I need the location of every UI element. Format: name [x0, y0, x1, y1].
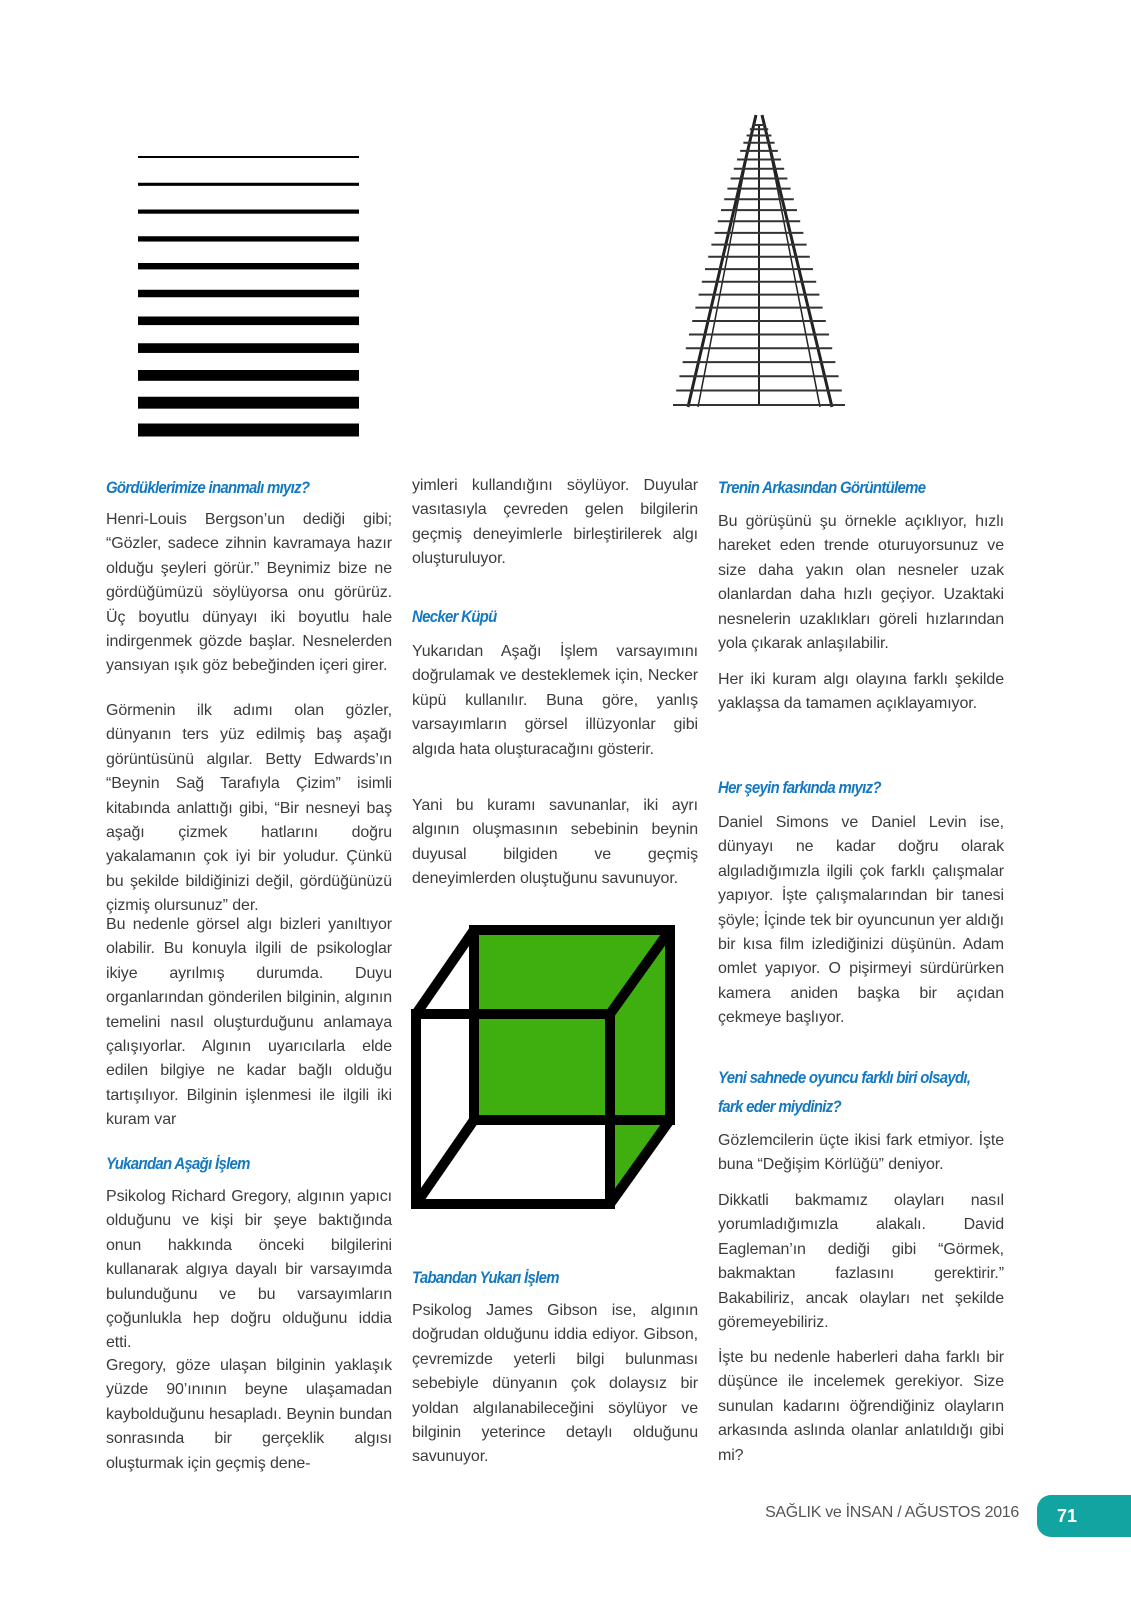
section-heading: fark eder miydiniz? — [718, 1097, 841, 1116]
page-number-badge: 71 — [1037, 1495, 1131, 1537]
paragraph: Henri-Louis Bergson’un dediği gibi; “Gözler, sadece zihnin kavramaya hazır olduğu şeyleri görür.” Beynimiz bize ne gördüğümüzü söylüyorsa onu görürüz. Üç boyutlu dünyayı iki boyutlu hale indirgenmek gözde başlar. Nesnelerden yansıyan ışık göz bebeğinden içeri girer. — [106, 511, 392, 675]
line-thickness-illusion-image — [130, 145, 370, 445]
paragraph: Bu nedenle görsel algı bizleri yanıltıyor olabilir. Bu konuyla ilgili de psikologlar ikiye ayrılmış durumda. Duyu organlarından gönderilen bilginin, algının temelini nasıl oluşturduğunu anlamaya çalışıyorlar. Algının uyarıcılarla elde edilen bilgiye ne kadar bağlı olduğu tartışılıyor. Bilginin işlenmesi ile ilgili iki kuram var — [106, 916, 392, 1129]
paragraph: Yani bu kuramı savunanlar, iki ayrı algının oluşmasının sebebinin beynin duyusal bilgiden ve geçmiş deneyimlerden oluştuğunu savunuyor. — [412, 797, 698, 888]
paragraph: Daniel Simons ve Daniel Levin ise, dünyayı ne kadar doğru olarak algıladığımızla ilgili çok farklı çalışmalar yapıyor. İşte çalışmalarından bir tanesi şöyle; İçinde tek bir oyuncunun yer aldığı bir kısa film izlediğinizi düşünün. Adam omlet yapıyor. O pişirmeyi sürdürürken kamera aniden başka bir açıdan çekmeye başlıyor. — [718, 814, 1004, 1027]
illusion-line — [138, 236, 359, 241]
paragraph: Bu görüşünü şu örnekle açıklıyor, hızlı hareket eden trende oturuyorsunuz ve size daha yakın olan nesneler uzak olanlardan daha hızlı geçiyor. Uzaktaki nesnelerin uzaklıkları göreli hızlarından yola çıkarak anlaşılabilir. — [718, 513, 1004, 653]
paragraph: Psikolog Richard Gregory, algının yapıcı olduğunu ve kişi bir şeye baktığında onun hakkında önceki bilgilerini kullanarak algıya dayalı bir varsayımda bulunduğunu ve bu varsayımların çoğunlukla hep doğru olduğunu iddia etti. — [106, 1188, 392, 1352]
paragraph: Dikkatli bakmamız olayları nasıl yorumladığımızla alakalı. David Eagleman’ın dediği gibi “Görmek, bakmaktan fazlasını gerektirir.” Bakabiliriz, ancak olayları net şekilde göremeyebiliriz. — [718, 1192, 1004, 1332]
illusion-line — [138, 397, 359, 409]
illusion-line — [138, 263, 359, 269]
paragraph: Görmenin ilk adımı olan gözler, dünyanın ters yüz edilmiş baş aşağı görüntüsünü algılar. Betty Edwards’ın “Beynin Sağ Tarafıyla Çizim” isimli kitabında anlattığı gibi, “Bir nesneyi baş aşağı çizmek hatlarını doğru yakalamanın çok iyi bir yoludur. Çünkü bu şekilde bildiğinizi değil, gördüğünüzü çizmiş olursunuz” der. — [106, 702, 392, 915]
paragraph: Gözlemcilerin üçte ikisi fark etmiyor. İşte buna “Değişim Körlüğü” deniyor. — [718, 1132, 1004, 1174]
illusion-line — [138, 343, 359, 353]
section-heading: Gördüklerimize inanmalı mıyız? — [106, 478, 310, 497]
illusion-line — [138, 317, 359, 326]
illusion-line — [138, 424, 359, 437]
section-heading: Her şeyin farkında mıyız? — [718, 778, 881, 797]
section-heading: Necker Küpü — [412, 607, 497, 626]
section-heading: Tabandan Yukarı İşlem — [412, 1268, 559, 1287]
paragraph: Her iki kuram algı olayına farklı şekilde yaklaşsa da tamamen açıklayamıyor. — [718, 671, 1004, 713]
paragraph: yimleri kullandığını söylüyor. Duyular vasıtasıyla çevreden gelen bilgilerin geçmiş deneyimlerle birleştirilerek algı oluşturuluyor. — [412, 477, 698, 568]
publication-footer: SAĞLIK ve İNSAN / AĞUSTOS 2016 — [765, 1504, 1019, 1521]
section-heading: Trenin Arkasından Görüntüleme — [718, 478, 926, 497]
illusion-line — [138, 156, 359, 158]
railway-perspective-image — [670, 105, 850, 415]
paragraph: İşte bu nedenle haberleri daha farklı bir düşünce ile incelemek gerekiyor. Size sunulan kadarını öğrendiğiniz olayların arkasında aslında olanlar anlatıldığı gibi mi? — [718, 1349, 1004, 1464]
section-heading: Yeni sahnede oyuncu farklı biri olsaydı, — [718, 1068, 971, 1087]
illusion-line — [138, 290, 359, 298]
paragraph: Gregory, göze ulaşan bilginin yaklaşık yüzde 90’ınının beyne ulaşamadan kaybolduğunu hesapladı. Beynin bundan sonrasında bir gerçeklik algısı oluşturmak için geçmiş dene- — [106, 1357, 392, 1472]
illusion-line — [138, 210, 359, 214]
section-heading: Yukarıdan Aşağı İşlem — [106, 1154, 250, 1173]
necker-cube-image — [410, 922, 676, 1212]
illusion-line — [138, 370, 359, 381]
paragraph: Psikolog James Gibson ise, algının doğrudan olduğunu iddia ediyor. Gibson, çevremizde yeterli bilgi bulunması sebebiyle dünyanın çok dolaysız bir yoldan algılanabileceğini söylüyor ve bilginin yeterince detaylı olduğunu savunuyor. — [412, 1302, 698, 1466]
paragraph: Yukarıdan Aşağı İşlem varsayımını doğrulamak ve desteklemek için, Necker küpü kullanılır. Buna göre, yanlış varsayımların görsel illüzyonlar gibi algıda hata oluşturacağını gösterir. — [412, 643, 698, 758]
illusion-line — [138, 183, 359, 186]
